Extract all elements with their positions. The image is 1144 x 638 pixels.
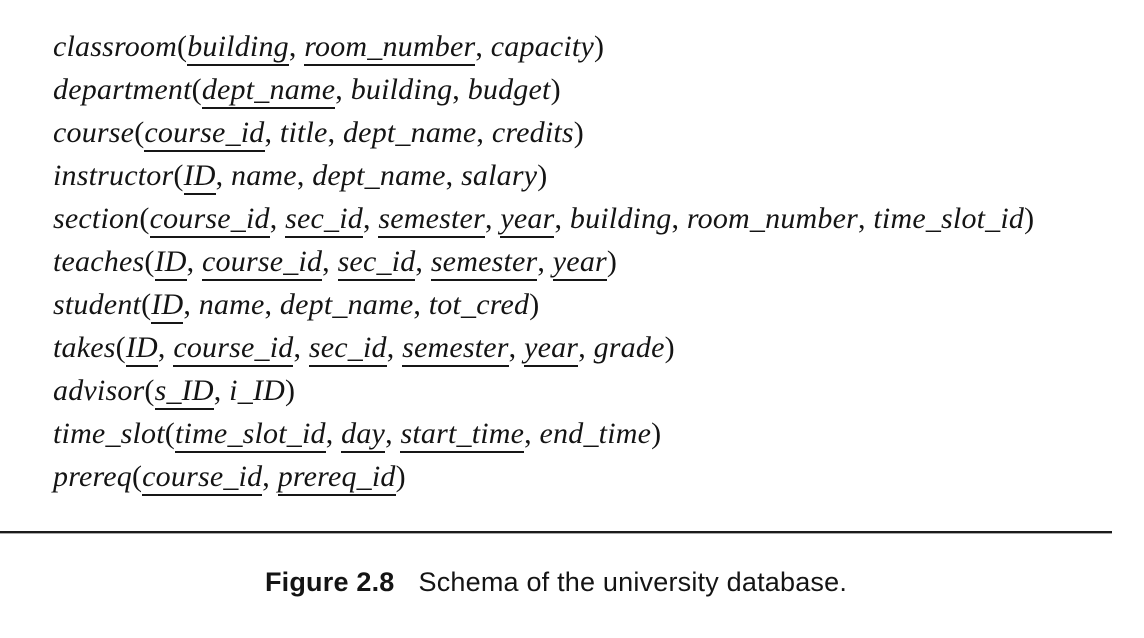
attribute: budget xyxy=(467,73,551,106)
comma: , xyxy=(288,30,305,63)
relation-name: department xyxy=(53,73,192,106)
key-attribute: day xyxy=(341,417,385,453)
comma: , xyxy=(322,245,338,278)
key-attribute: room_number xyxy=(304,30,475,66)
comma: , xyxy=(537,245,553,278)
key-attribute: prereq_id xyxy=(278,460,396,496)
open-paren: ( xyxy=(144,374,155,407)
attribute: capacity xyxy=(490,30,594,63)
open-paren: ( xyxy=(191,73,202,106)
attribute: credits xyxy=(491,116,574,149)
open-paren: ( xyxy=(115,331,126,364)
relation-name: student xyxy=(53,288,142,321)
comma: , xyxy=(264,288,280,321)
key-attribute: ID xyxy=(184,159,216,195)
key-attribute: dept_name xyxy=(202,73,335,109)
open-paren: ( xyxy=(177,30,188,63)
open-paren: ( xyxy=(134,116,145,149)
relation-line xyxy=(53,68,1034,111)
relation-line xyxy=(53,326,1034,369)
key-attribute: s_ID xyxy=(155,374,214,410)
comma: , xyxy=(415,245,431,278)
key-attribute: building xyxy=(187,30,289,66)
figure-caption-text: Schema of the university database. xyxy=(418,567,848,597)
attribute: dept_name xyxy=(312,159,446,192)
close-paren: ) xyxy=(593,30,605,63)
key-attribute: year xyxy=(500,202,554,238)
comma: , xyxy=(671,202,687,235)
close-paren: ) xyxy=(664,331,675,364)
attribute: building xyxy=(350,73,453,106)
open-paren: ( xyxy=(131,460,143,493)
relation-name: takes xyxy=(53,331,116,364)
figure-caption xyxy=(0,567,1112,598)
comma: , xyxy=(508,331,525,364)
attribute: dept_name xyxy=(279,288,414,321)
comma: , xyxy=(484,202,501,235)
key-attribute: sec_id xyxy=(309,331,387,367)
key-attribute: semester xyxy=(431,245,538,281)
close-paren: ) xyxy=(651,417,662,450)
separator-line xyxy=(0,531,1112,534)
comma: , xyxy=(445,159,462,192)
close-paren: ) xyxy=(537,159,548,192)
attribute: name xyxy=(231,159,297,192)
close-paren: ) xyxy=(284,374,296,407)
comma: , xyxy=(325,417,342,450)
key-attribute: course_id xyxy=(144,116,264,152)
relation-line xyxy=(53,412,1034,455)
relation-name: course xyxy=(53,116,135,149)
attribute: title xyxy=(279,116,328,149)
close-paren: ) xyxy=(550,73,561,106)
key-attribute: year xyxy=(553,245,607,281)
comma: , xyxy=(215,159,232,192)
attribute: room_number xyxy=(686,202,858,235)
close-paren: ) xyxy=(395,460,406,493)
relation-name: instructor xyxy=(53,159,174,192)
key-attribute: time_slot_id xyxy=(175,417,326,453)
comma: , xyxy=(183,288,199,321)
relation-name: classroom xyxy=(53,30,178,63)
open-paren: ( xyxy=(173,159,184,192)
key-attribute: ID xyxy=(126,331,158,367)
relation-name: prereq xyxy=(53,460,132,493)
comma: , xyxy=(327,116,343,149)
attribute: salary xyxy=(461,159,538,192)
relation-name: time_slot xyxy=(53,417,165,450)
comma: , xyxy=(264,116,280,149)
relation-line xyxy=(53,369,1034,412)
attribute: grade xyxy=(593,331,665,364)
open-paren: ( xyxy=(164,417,175,450)
open-paren: ( xyxy=(139,202,150,235)
close-paren: ) xyxy=(529,288,540,321)
comma: , xyxy=(269,202,286,235)
comma: , xyxy=(386,331,403,364)
relation-line xyxy=(53,240,1034,283)
key-attribute: semester xyxy=(402,331,509,367)
attribute: tot_cred xyxy=(428,288,530,321)
key-attribute: course_id xyxy=(150,202,270,238)
close-paren: ) xyxy=(573,116,584,149)
open-paren: ( xyxy=(141,288,152,321)
relation-name: teaches xyxy=(53,245,145,278)
relation-line xyxy=(53,111,1034,154)
comma: , xyxy=(578,331,594,364)
key-attribute: semester xyxy=(378,202,485,238)
comma: , xyxy=(362,202,379,235)
attribute: dept_name xyxy=(342,116,477,149)
relation-line xyxy=(53,455,1034,498)
relation-line xyxy=(53,154,1034,197)
comma: , xyxy=(554,202,570,235)
close-paren: ) xyxy=(606,245,618,278)
comma: , xyxy=(476,116,492,149)
comma: , xyxy=(475,30,491,63)
comma: , xyxy=(293,331,309,364)
figure-caption-label: Figure 2.8 xyxy=(264,567,395,597)
open-paren: ( xyxy=(144,245,155,278)
comma: , xyxy=(157,331,174,364)
close-paren: ) xyxy=(1024,202,1035,235)
relation-line xyxy=(53,283,1034,326)
attribute: building xyxy=(569,202,672,235)
key-attribute: course_id xyxy=(202,245,322,281)
comma: , xyxy=(213,374,230,407)
key-attribute: start_time xyxy=(400,417,524,453)
key-attribute: sec_id xyxy=(285,202,363,238)
comma: , xyxy=(296,159,313,192)
comma: , xyxy=(524,417,540,450)
relation-line xyxy=(53,197,1034,240)
attribute: time_slot_id xyxy=(873,202,1025,235)
key-attribute: ID xyxy=(151,288,183,324)
comma: , xyxy=(385,417,401,450)
key-attribute: course_id xyxy=(142,460,262,496)
comma: , xyxy=(262,460,278,493)
attribute: i_ID xyxy=(229,374,285,407)
relation-name: advisor xyxy=(53,374,145,407)
key-attribute: sec_id xyxy=(338,245,416,281)
key-attribute: course_id xyxy=(173,331,293,367)
relation-name: section xyxy=(53,202,140,235)
comma: , xyxy=(857,202,874,235)
key-attribute: ID xyxy=(155,245,187,281)
schema-list xyxy=(53,25,1034,498)
comma: , xyxy=(335,73,351,106)
comma: , xyxy=(413,288,429,321)
comma: , xyxy=(452,73,468,106)
comma: , xyxy=(186,245,203,278)
key-attribute: year xyxy=(524,331,578,367)
relation-line xyxy=(53,25,1034,68)
attribute: name xyxy=(198,288,265,321)
attribute: end_time xyxy=(539,417,652,450)
